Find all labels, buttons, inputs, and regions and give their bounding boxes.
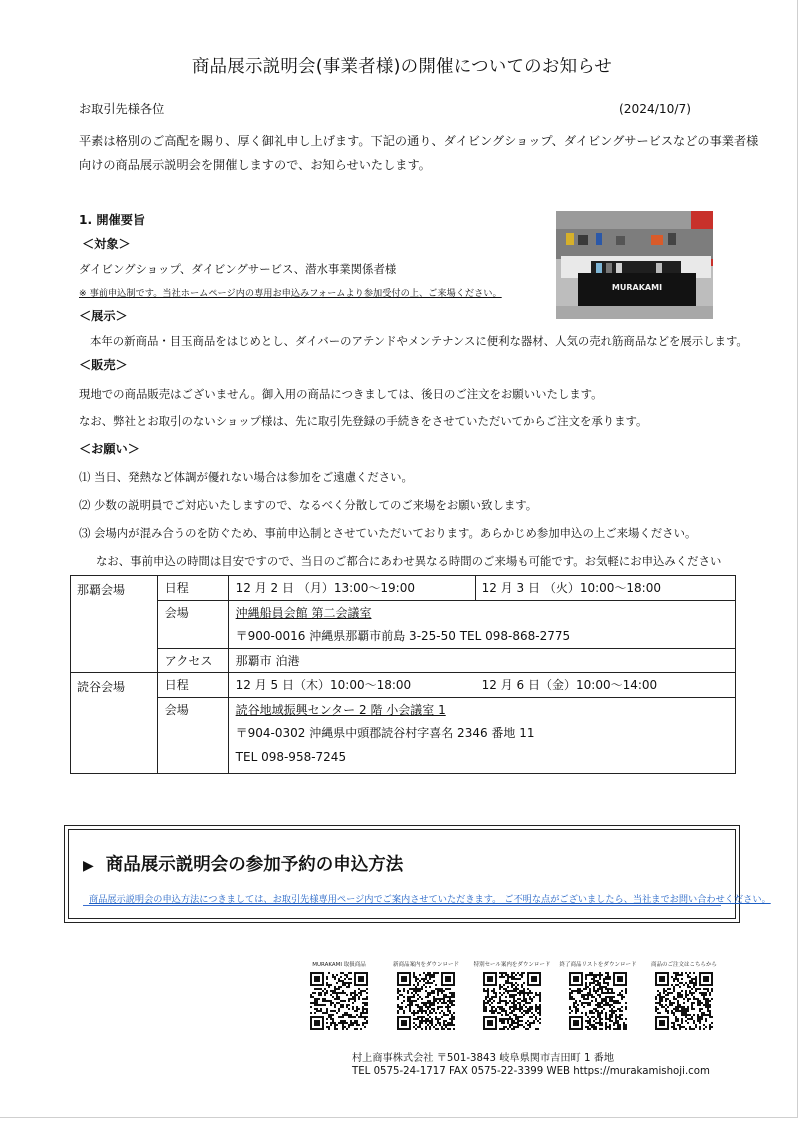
access-label: アクセス bbox=[158, 648, 228, 672]
date-cell bbox=[229, 673, 735, 697]
place-label: 会場 bbox=[158, 697, 228, 773]
qr-code-icon bbox=[655, 972, 713, 1030]
qr-code-icon bbox=[483, 972, 541, 1030]
place-name bbox=[229, 600, 735, 624]
sales-heading: ＜販売＞ bbox=[79, 358, 128, 372]
recipient: お取引先様各位 bbox=[79, 102, 165, 116]
access-text: 那覇市 泊港 bbox=[229, 648, 735, 672]
reservation-link[interactable]: 商品展示説明会の申込方法につきましては、お取引先様専用ページ内でご案内させていただきます。 ご不明な点がございましたら、当社までお問い合わせください。 bbox=[89, 894, 771, 905]
reservation-box bbox=[64, 825, 771, 923]
place-link[interactable]: 沖縄船員会館 第二会議室 bbox=[235, 606, 372, 620]
target-text: ダイビングショップ、ダイビングサービス、潜水事業関係者様 bbox=[79, 262, 397, 276]
footer-contact: TEL 0575-24-1717 FAX 0575-22-3399 WEB https://murakamishoji.com bbox=[352, 1066, 710, 1077]
triangle-right-icon: ▶ bbox=[83, 858, 94, 874]
place-name bbox=[229, 697, 735, 721]
venue-name: 読谷会場 bbox=[71, 673, 158, 774]
qr-code-products[interactable]: MURAKAMI 取扱商品 bbox=[298, 960, 380, 1042]
target-note: ※ 事前申込制です。当社ホームページ内の専用お申込みフォームより参加受付の上、ご来場ください。 bbox=[79, 288, 502, 299]
venue-name: 那覇会場 bbox=[71, 576, 158, 673]
footer-company: 村上商事株式会社 〒501-3843 岐阜県関市吉田町 1 番地 bbox=[352, 1053, 615, 1064]
request-item-2: ⑵ 少数の説明員でご対応いたしますので、なるべく分散してのご来場をお願い致します。 bbox=[79, 498, 538, 512]
date-2: 12 月 3 日 （火）10:00～18:00 bbox=[481, 581, 661, 595]
venue-row-yomitan bbox=[71, 673, 736, 774]
qr-code-sale[interactable]: 特別セール案内をダウンロード bbox=[471, 960, 553, 1042]
qr-code-icon bbox=[397, 972, 455, 1030]
issue-date: (2024/10/7) bbox=[619, 102, 692, 116]
reservation-title: ▶ 商品展示説明会の参加予約の申込方法 bbox=[83, 855, 404, 875]
date-2: 12 月 6 日（金）10:00～14:00 bbox=[481, 678, 658, 692]
date-1: 12 月 5 日（木）10:00～18:00 bbox=[235, 678, 412, 692]
exhibition-photo bbox=[556, 211, 713, 319]
qr-code-order[interactable]: 商品のご注文はこちらから bbox=[643, 960, 725, 1042]
request-item-1: ⑴ 当日、発熱など体調が優れない場合は参加をご遠慮ください。 bbox=[79, 470, 413, 484]
date-cell bbox=[229, 576, 735, 600]
qr-code-icon bbox=[310, 972, 368, 1030]
intro-line-2: 向けの商品展示説明会を開催しますので、お知らせいたします。 bbox=[79, 158, 431, 172]
intro-line-1: 平素は格別のご高配を賜り、厚く御礼申し上げます。下記の通り、ダイビングショップ、ダイビングサービスなどの事業者様 bbox=[79, 134, 759, 148]
qr-code-new-products[interactable]: 新商品案内をダウンロード bbox=[385, 960, 467, 1042]
place-tel: TEL 098-958-7245 bbox=[235, 750, 347, 764]
qr-code-discontinued[interactable]: 終了商品リストをダウンロード bbox=[557, 960, 639, 1042]
venue-row-naha bbox=[71, 576, 736, 673]
sales-line-1: 現地での商品販売はございません。御入用の商品につきましては、後日のご注文をお願いいたします。 bbox=[79, 387, 603, 401]
date-label: 日程 bbox=[164, 678, 189, 692]
target-heading: ＜対象＞ bbox=[82, 237, 131, 251]
date-1: 12 月 2 日 （月）13:00～19:00 bbox=[235, 581, 415, 595]
sales-line-2: なお、弊社とお取引のないショップ様は、先に取引先登録の手続きをさせていただいてからご注文を承ります。 bbox=[79, 414, 648, 428]
venue-table bbox=[70, 575, 736, 774]
document-title: 商品展示説明会(事業者様)の開催についてのお知らせ bbox=[191, 57, 613, 77]
place-address: 〒900-0016 沖縄県那覇市前島 3-25-50 TEL 098-868-2775 bbox=[235, 629, 571, 643]
exhibit-heading: ＜展示＞ bbox=[79, 309, 128, 323]
exhibit-text: 本年の新商品・目玉商品をはじめとし、ダイバーのアテンドやメンテナンスに便利な器材、人気の売れ筋商品などを展示します。 bbox=[90, 334, 748, 348]
qr-code-icon bbox=[569, 972, 627, 1030]
photo-sign: MURAKAMI bbox=[611, 283, 663, 292]
date-label: 日程 bbox=[164, 581, 189, 595]
requests-heading: ＜お願い＞ bbox=[79, 442, 140, 456]
section-heading: 1. 開催要旨 bbox=[79, 213, 146, 227]
place-link[interactable]: 読谷地域振興センター 2 階 小会議室 1 bbox=[235, 703, 446, 717]
place-address: 〒904-0302 沖縄県中頭郡読谷村字喜名 2346 番地 11 bbox=[235, 726, 535, 740]
request-note: なお、事前申込の時間は目安ですので、当日のご都合にあわせ異なる時間のご来場も可能です。お気軽にお申込みください bbox=[96, 554, 722, 568]
place-label: 会場 bbox=[158, 600, 228, 648]
request-item-3: ⑶ 会場内が混み合うのを防ぐため、事前申込制とさせていただいております。あらかじめ参加申込の上ご来場ください。 bbox=[79, 526, 697, 540]
